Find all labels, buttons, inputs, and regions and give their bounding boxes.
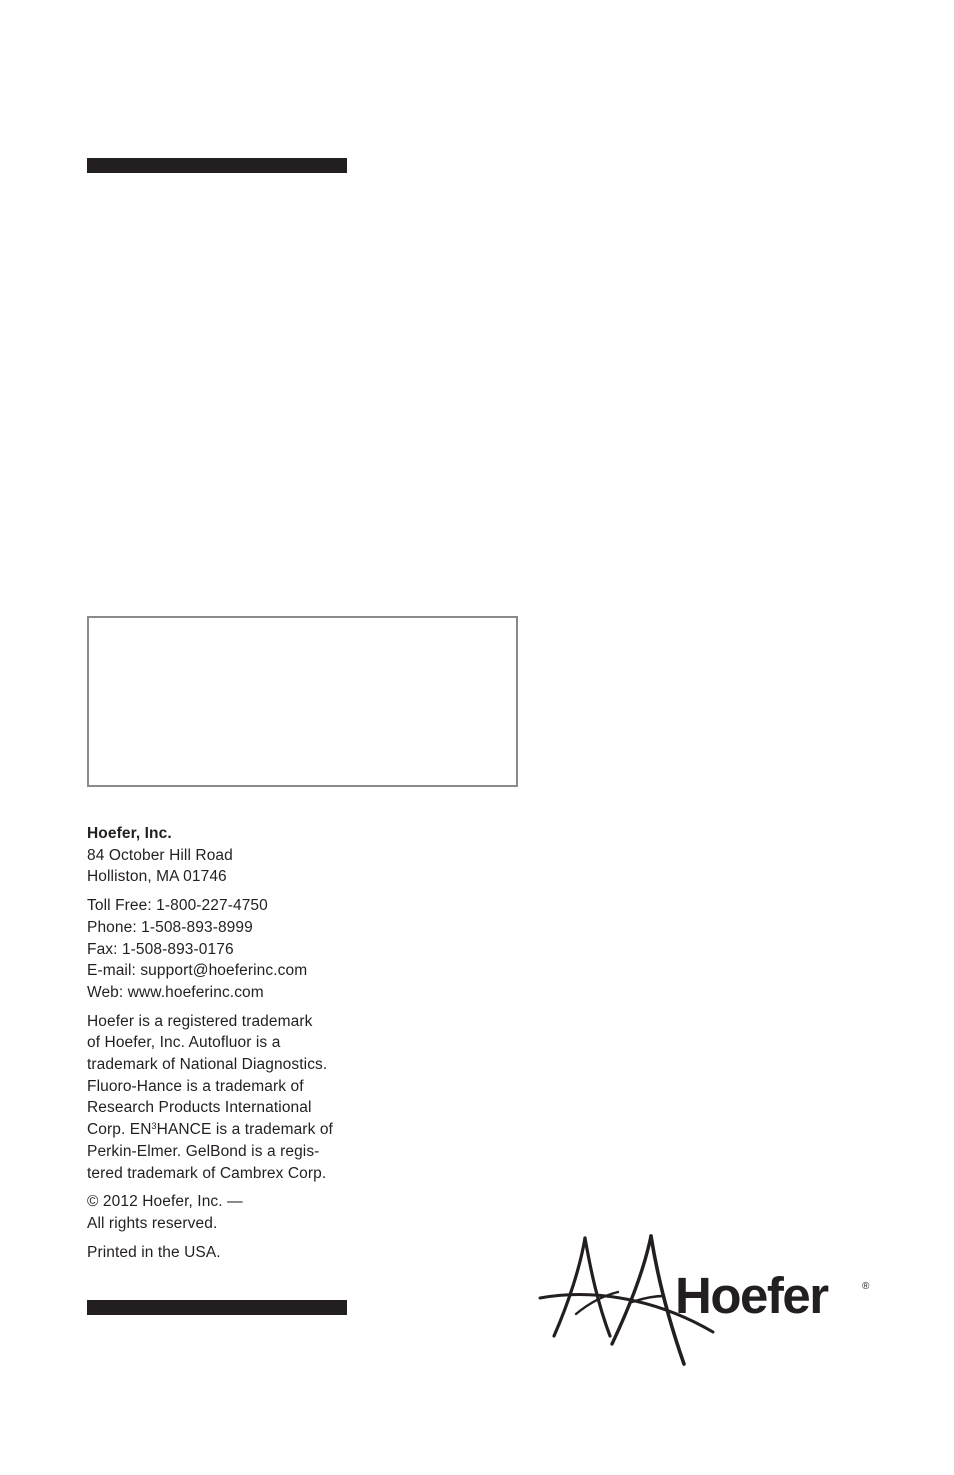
company-info: [87, 823, 387, 1270]
phone: Phone: 1-508-893-8999: [87, 918, 253, 936]
copyright-line-1: © 2012 Hoefer, Inc. —: [87, 1193, 243, 1211]
web: Web: www.hoeferinc.com: [87, 983, 264, 1001]
trademark-line-5: Research Products International: [87, 1099, 312, 1117]
toll-free: Toll Free: 1-800-227-4750: [87, 897, 268, 915]
copyright-line-2: All rights reserved.: [87, 1214, 218, 1232]
company-name: Hoefer, Inc.: [87, 825, 172, 842]
company-address-block: [87, 823, 387, 888]
trademark-line-7: Perkin-Elmer. GelBond is a regis-: [87, 1142, 320, 1160]
trademark-line-2: of Hoefer, Inc. Autofluor is a: [87, 1034, 281, 1052]
trademark-block: [87, 1011, 387, 1185]
contact-block: [87, 895, 387, 1004]
address-line-1: 84 October Hill Road: [87, 846, 233, 864]
copyright-block: [87, 1191, 387, 1234]
trademark-line-3: trademark of National Diagnostics.: [87, 1056, 328, 1074]
trademark-line-4: Fluoro-Hance is a trademark of: [87, 1077, 304, 1095]
trademark-line-6: [87, 1119, 387, 1141]
logo-wordmark: Hoefer: [675, 1267, 828, 1324]
trademark-line-6-post: HANCE is a trademark of: [156, 1121, 333, 1139]
trademark-line-8: tered trademark of Cambrex Corp.: [87, 1164, 327, 1182]
superscript-3: 3: [151, 1121, 157, 1132]
trademark-line-1: Hoefer is a registered trademark: [87, 1012, 313, 1030]
email: E-mail: support@hoeferinc.com: [87, 962, 308, 980]
printed-in: Printed in the USA.: [87, 1243, 221, 1261]
fax: Fax: 1-508-893-0176: [87, 940, 234, 958]
bottom-rule: [87, 1300, 347, 1315]
hoefer-logo: [536, 1232, 876, 1372]
address-line-2: Holliston, MA 01746: [87, 868, 227, 886]
registered-mark: ®: [862, 1281, 870, 1292]
blank-label-box: [87, 616, 518, 787]
trademark-line-6-pre: Corp. EN: [87, 1121, 152, 1139]
top-rule: [87, 158, 347, 173]
printed-block: [87, 1242, 387, 1264]
